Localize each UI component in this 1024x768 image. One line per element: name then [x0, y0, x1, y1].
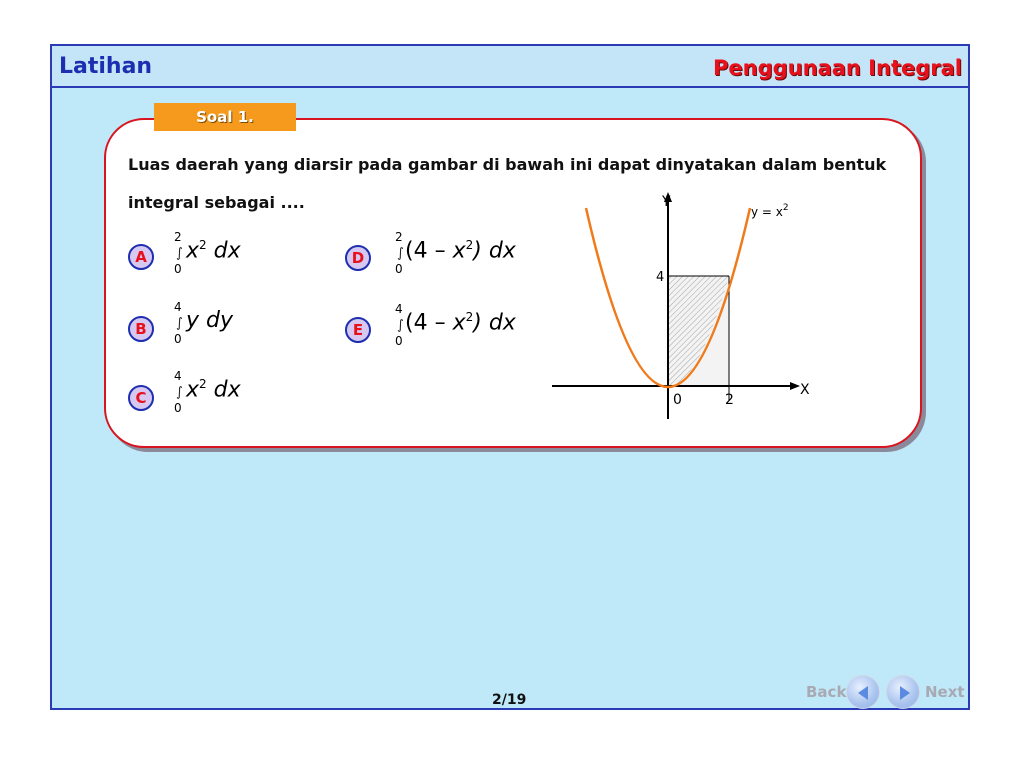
integral-sign: ∫: [397, 246, 404, 261]
upper-limit: 2: [395, 230, 403, 244]
integral-sign: ∫: [176, 385, 183, 400]
integrand-prefix: (4 –: [405, 238, 453, 264]
integrand-tail: ) dx: [473, 310, 516, 336]
y-axis-label: Y: [662, 194, 671, 210]
lower-limit: 0: [395, 334, 403, 348]
upper-limit: 4: [395, 302, 403, 316]
page-indicator: 2/19: [492, 692, 527, 708]
next-button[interactable]: [886, 675, 920, 709]
integrand-tail: dx: [206, 377, 241, 403]
integrand: [186, 238, 241, 263]
lower-limit: 0: [174, 262, 182, 276]
tick-label-y4: 4: [656, 270, 665, 285]
integral-sign: ∫: [176, 246, 183, 261]
x-axis-label: X: [800, 382, 810, 398]
tick-label-x2: 2: [725, 392, 734, 408]
integral-sign: ∫: [397, 318, 404, 333]
integrand-exponent: 2: [199, 377, 207, 391]
section-title: Latihan: [59, 54, 153, 79]
shaded-area-fill: [668, 276, 729, 386]
integrand-tail: dx: [206, 238, 241, 264]
lower-limit: 0: [174, 332, 182, 346]
integrand: [186, 308, 233, 333]
integrand-exponent: 2: [465, 310, 474, 324]
back-label[interactable]: Back: [806, 683, 847, 701]
integrand: [186, 377, 241, 402]
integrand-main: y dy: [186, 308, 233, 333]
lower-limit: 0: [174, 401, 182, 415]
tick-label-origin: 0: [673, 392, 682, 408]
slide: [50, 44, 970, 710]
lower-limit: 0: [395, 262, 403, 276]
back-arrow-icon: [847, 676, 881, 710]
integrand: [405, 310, 516, 335]
next-label[interactable]: Next: [925, 683, 965, 701]
curve-label-base: y = x: [751, 205, 783, 219]
integrand-main: x: [186, 377, 200, 403]
integrand-main: x: [186, 238, 200, 264]
integrand-exponent: 2: [465, 238, 474, 252]
slide-header: [52, 46, 968, 88]
upper-limit: 2: [174, 230, 182, 244]
integrand-prefix: (4 –: [405, 310, 453, 336]
x-axis-arrow: [790, 382, 800, 390]
curve-label: [751, 203, 789, 219]
integrand: [405, 238, 516, 263]
option-badge[interactable]: A: [128, 244, 154, 270]
topic-title: Penggunaan Integral: [713, 56, 962, 80]
option-badge[interactable]: D: [345, 245, 371, 271]
question-text: Luas daerah yang diarsir pada gambar di bawah ini dapat dinyatakan dalam bentuk integral sebagai ....: [128, 155, 887, 212]
upper-limit: 4: [174, 300, 182, 314]
option-badge[interactable]: C: [128, 385, 154, 411]
integral-sign: ∫: [176, 316, 183, 331]
upper-limit: 4: [174, 369, 182, 383]
integrand-tail: ) dx: [473, 238, 516, 264]
curve-label-exponent: 2: [782, 203, 789, 213]
parabola-graph: [552, 186, 822, 426]
integrand-main: x: [452, 310, 466, 336]
next-arrow-icon: [887, 676, 921, 710]
integrand-main: x: [452, 238, 466, 264]
back-button[interactable]: [846, 675, 880, 709]
option-badge[interactable]: B: [128, 316, 154, 342]
integrand-exponent: 2: [199, 238, 207, 252]
option-badge[interactable]: E: [345, 317, 371, 343]
question-tag: Soal 1.: [154, 103, 296, 131]
